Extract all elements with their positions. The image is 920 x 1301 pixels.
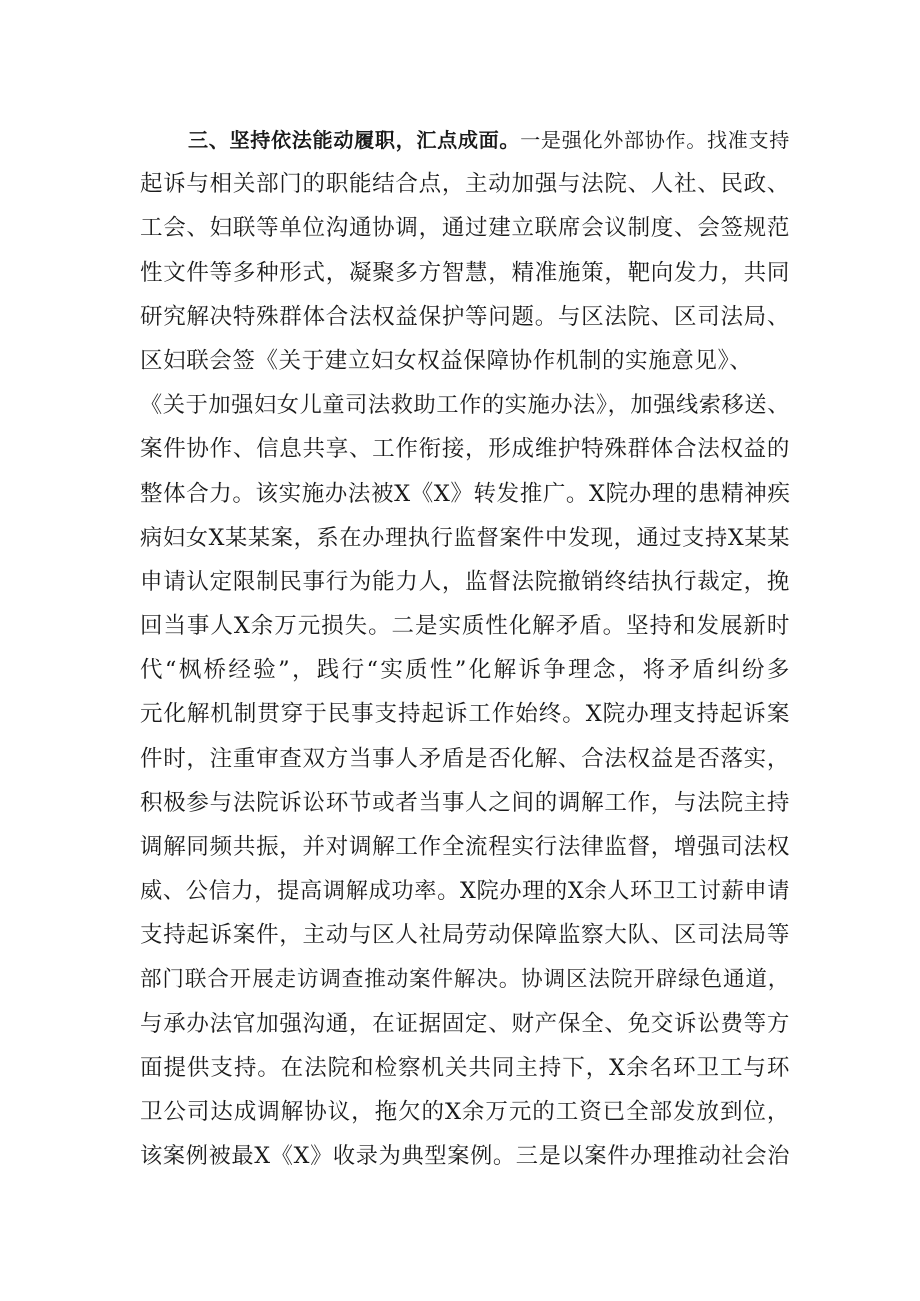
body-paragraph [140,118,790,1179]
text-line-18: 威、公信力，提高调解成功率。X院办理的X余人环卫工讨薪申请 [140,878,790,905]
text-line-3: 工会、妇联等单位沟通协调，通过建立联席会议制度、会签规范 [140,215,790,242]
text-line-6: 区妇联会签《关于建立妇女权益保障协作机制的实施意见》、 [140,347,753,374]
text-line-13: 代“枫桥经验”，践行“实质性”化解诉争理念，将矛盾纠纷多 [140,657,790,684]
text-line-21: 与承办法官加强沟通，在证据固定、财产保全、免交诉讼费等方 [140,1010,790,1037]
text-line-9: 整体合力。该实施办法被X《X》转发推广。X院办理的患精神疾 [140,480,791,507]
text-line-12: 回当事人X余万元损失。二是实质性化解矛盾。坚持和发展新时 [140,613,790,640]
text-line-1-rest: 一是强化外部协作。找准支持 [520,128,790,152]
text-line-23: 卫公司达成调解协议，拖欠的X余万元的工资已全部发放到位， [140,1099,790,1126]
text-line-14: 元化解机制贯穿于民事支持起诉工作始终。X院办理支持起诉案 [140,701,790,728]
text-line-24: 该案例被最X《X》收录为典型案例。三是以案件办理推动社会治 [140,1143,790,1170]
text-line-10: 病妇女X某某案，系在办理执行监督案件中发现，通过支持X某某 [140,524,790,551]
text-line-1 [140,118,790,162]
text-line-16: 积极参与法院诉讼环节或者当事人之间的调解工作，与法院主持 [140,789,790,816]
text-line-19: 支持起诉案件，主动与区人社局劳动保障监察大队、区司法局等 [140,922,790,949]
text-line-8: 案件协作、信息共享、工作衔接，形成维护特殊群体合法权益的 [140,436,790,463]
section-heading: 三、坚持依法能动履职，汇点成面。 [188,128,521,152]
text-line-22: 面提供支持。在法院和检察机关共同主持下，X余名环卫工与环 [140,1054,790,1081]
text-line-17: 调解同频共振，并对调解工作全流程实行法律监督，增强司法权 [140,834,790,860]
text-line-20: 部门联合开展走访调查推动案件解决。协调区法院开辟绿色通道， [140,966,790,992]
text-line-4: 性文件等多种形式，凝聚多方智慧，精准施策，靶向发力，共同 [140,259,790,286]
text-line-15: 件时，注重审查双方当事人矛盾是否化解、合法权益是否落实， [140,745,790,772]
text-line-7: 《关于加强妇女儿童司法救助工作的实施办法》，加强线索移送、 [140,392,790,419]
text-line-11: 申请认定限制民事行为能力人，监督法院撤销终结执行裁定，挽 [140,568,790,595]
text-line-5: 研究解决特殊群体合法权益保护等问题。与区法院、区司法局、 [140,303,790,330]
text-line-2: 起诉与相关部门的职能结合点，主动加强与法院、人社、民政、 [140,171,790,198]
